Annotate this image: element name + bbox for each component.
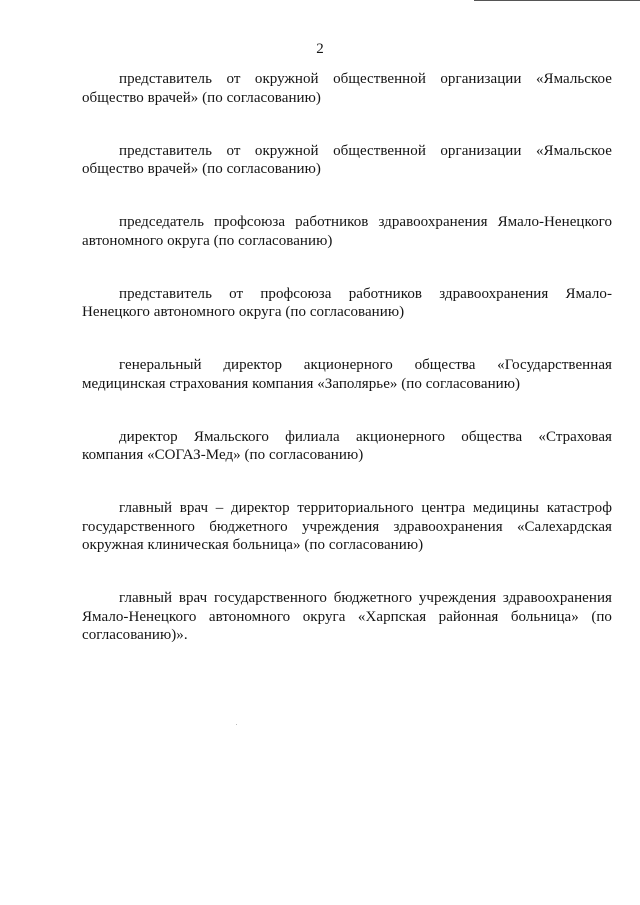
list-item-6: директор Ямальского филиала акционерного общества «Страховая компания «СОГАЗ-Мед» (по согласованию) (82, 428, 612, 463)
list-item-2: представитель от окружной общественной организации «Ямальское общество врачей» (по согласованию) (82, 142, 612, 177)
top-edge-rule (474, 0, 640, 1)
committee-member-list (82, 70, 612, 679)
list-item-3: председатель профсоюза работников здравоохранения Ямало-Ненецкого автономного округа (по согласованию) (82, 214, 612, 249)
scan-speck (236, 724, 237, 725)
list-item-4: представитель от профсоюза работников здравоохранения Ямало-Ненецкого автономного округа (по согласованию) (82, 285, 612, 320)
list-item-7: главный врач – директор территориального центра медицины катастроф государственного бюджетного учреждения здравоохранения «Салехардская окружная клиническая больница» (по согласованию) (82, 500, 612, 553)
list-item-1: представитель от окружной общественной организации «Ямальское общество врачей» (по согласованию) (82, 71, 612, 106)
list-item-5: генеральный директор акционерного общества «Государственная медицинская страхования компания «Заполярье» (по согласованию) (82, 357, 612, 392)
list-item-8: главный врач государственного бюджетного учреждения здравоохранения Ямало-Ненецкого автономного округа «Харпская районная больница» (по согласованию)». (82, 590, 612, 643)
page-number: 2 (316, 41, 324, 57)
